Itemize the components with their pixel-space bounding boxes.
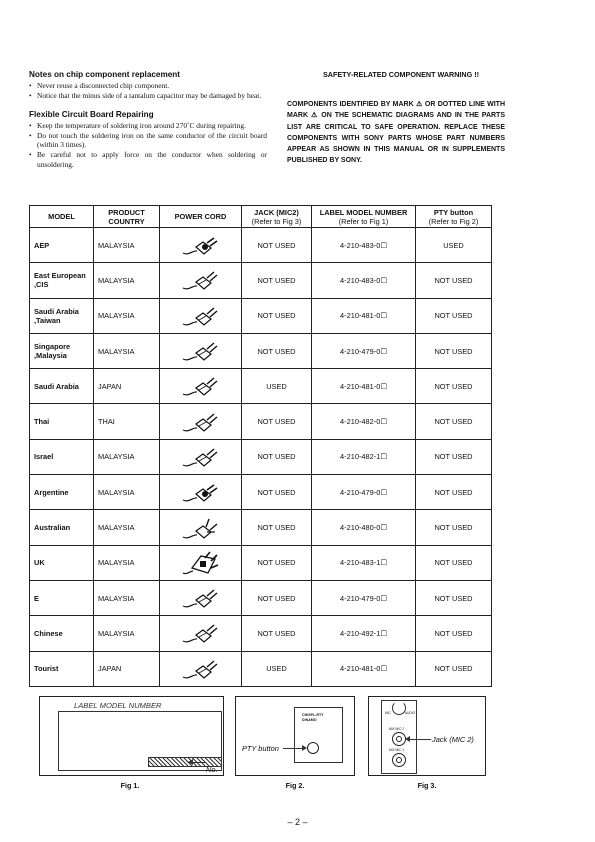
cell-pty: NOT USED (416, 475, 492, 510)
table-row (30, 580, 492, 615)
header-pty-title: PTY button (433, 207, 474, 217)
cell-model: E (30, 580, 94, 615)
cell-label-number: 4-210-483-0☐ (312, 228, 416, 263)
cell-model: Argentine (30, 475, 94, 510)
cell-label-number: 4-210-480-0☐ (312, 510, 416, 545)
flat-pin-plug-icon (181, 267, 221, 293)
table-body (30, 228, 492, 687)
cell-country: MALAYSIA (94, 439, 160, 474)
header-pty-sub: (Refer to Fig 2) (428, 216, 479, 226)
cell-power-cord (160, 510, 242, 545)
fig1-no-label: No. (206, 765, 218, 774)
flex-notes-title: Flexible Circuit Board Repairing (29, 110, 154, 120)
flat-pin-plug-icon (181, 338, 221, 364)
pty-button-icon (307, 742, 319, 754)
warning-title: SAFETY-RELATED COMPONENT WARNING !! (323, 70, 479, 79)
fig3-top-knob (392, 701, 406, 715)
cell-power-cord (160, 263, 242, 298)
fig1-caption: Fig 1. (120, 781, 140, 790)
arrow-left-icon (188, 759, 193, 765)
cell-pty: NOT USED (416, 298, 492, 333)
fig2-tiny-label (302, 713, 324, 722)
cell-power-cord (160, 475, 242, 510)
fig3-tiny-audio: AUDIO (405, 711, 416, 715)
table-row (30, 616, 492, 651)
cell-pty: NOT USED (416, 545, 492, 580)
flat-pin-plug-icon (181, 585, 221, 611)
cell-power-cord (160, 369, 242, 404)
table-row (30, 369, 492, 404)
flat-pin-plug-icon (181, 620, 221, 646)
fig2-pty-diagram (235, 696, 355, 776)
round-pin-plug-icon (181, 479, 221, 505)
cell-model: UK (30, 545, 94, 580)
cell-pty: NOT USED (416, 404, 492, 439)
header-label-sub: (Refer to Fig 1) (338, 216, 389, 226)
cell-pty: NOT USED (416, 439, 492, 474)
cell-pty: NOT USED (416, 651, 492, 686)
cell-pty: NOT USED (416, 263, 492, 298)
cell-country: MALAYSIA (94, 545, 160, 580)
cell-country: MALAYSIA (94, 228, 160, 263)
cell-model: Saudi Arabia (30, 369, 94, 404)
cell-label-number: 4-210-492-1☐ (312, 616, 416, 651)
cell-jack: NOT USED (242, 228, 312, 263)
cell-jack: NOT USED (242, 439, 312, 474)
list-item: • Do not touch the soldering iron on the same conductor of the circuit board (within 3 times). (29, 131, 267, 150)
cell-pty: NOT USED (416, 369, 492, 404)
cell-jack: NOT USED (242, 404, 312, 439)
fig2-tiny-line2: D/NAMO (302, 717, 317, 722)
flat-pin-plug-icon (181, 656, 221, 682)
cell-power-cord (160, 404, 242, 439)
table-row (30, 263, 492, 298)
fig3-leader-line (407, 739, 431, 740)
cell-jack: NOT USED (242, 475, 312, 510)
cell-model: Saudi Arabia ,Taiwan (30, 298, 94, 333)
list-item: • Notice that the minus side of a tantalum capacitor may be damaged by heat. (29, 91, 267, 101)
cell-country: MALAYSIA (94, 298, 160, 333)
cell-model: Chinese (30, 616, 94, 651)
cell-power-cord (160, 439, 242, 474)
warning-body: COMPONENTS IDENTIFIED BY MARK ⚠ OR DOTTED LINE WITH MARK ⚠ ON THE SCHEMATIC DIAGRAMS AND IN THE PARTS LIST ARE CRITICAL TO SAFE OPERATION. REPLACE THESE COMPONENTS WITH SONY PARTS WHOSE PART NUMBERS APPEAR AS SHOWN IN THIS MANUAL OR IN SUPPLEMENTS PUBLISHED BY SONY. (287, 101, 505, 165)
table-row (30, 545, 492, 580)
cell-country: MALAYSIA (94, 263, 160, 298)
cell-model: Israel (30, 439, 94, 474)
angled-pin-plug-icon (181, 515, 221, 541)
page-number: – 2 – (287, 817, 308, 827)
cell-country: MALAYSIA (94, 475, 160, 510)
cell-power-cord (160, 228, 242, 263)
cell-pty: USED (416, 228, 492, 263)
cell-label-number: 4-210-483-1☐ (312, 545, 416, 580)
cell-power-cord (160, 616, 242, 651)
fig2-pty-label: PTY button (242, 744, 279, 753)
table-row (30, 510, 492, 545)
round-pin-plug-icon (181, 232, 221, 258)
fig2-tiny-line1: CH/SPL-RTY (302, 713, 324, 717)
cell-country: JAPAN (94, 369, 160, 404)
model-table (29, 205, 492, 687)
list-item: • Keep the temperature of soldering iron around 270˚C during repairing. (29, 121, 267, 131)
fig2-caption: Fig 2. (285, 781, 305, 790)
cell-model: East European ,CIS (30, 263, 94, 298)
jack-mic2-inner (396, 736, 402, 742)
header-model: MODEL (30, 206, 94, 228)
cell-label-number: 4-210-481-0☐ (312, 298, 416, 333)
list-item: • Never reuse a disconnected chip component. (29, 81, 267, 91)
chip-notes-list (29, 81, 267, 100)
cell-jack: NOT USED (242, 580, 312, 615)
cell-pty: NOT USED (416, 580, 492, 615)
cell-jack: NOT USED (242, 333, 312, 368)
cell-power-cord (160, 651, 242, 686)
cell-label-number: 4-210-481-0☐ (312, 651, 416, 686)
cell-jack: NOT USED (242, 298, 312, 333)
flat-pin-plug-icon (181, 444, 221, 470)
flat-pin-plug-icon (181, 303, 221, 329)
fig3-tiny-mic1: MIX MIC 1 (389, 748, 405, 752)
cell-power-cord (160, 580, 242, 615)
fig3-tiny-mic: MIC (385, 711, 391, 715)
cell-label-number: 4-210-479-0☐ (312, 580, 416, 615)
cell-jack: NOT USED (242, 545, 312, 580)
cell-jack: USED (242, 651, 312, 686)
table-row (30, 439, 492, 474)
cell-model: Thai (30, 404, 94, 439)
flex-notes-list (29, 121, 267, 169)
fig3-jack-label: Jack (MIC 2) (432, 735, 474, 744)
table-row (30, 651, 492, 686)
header-country: PRODUCT COUNTRY (94, 206, 160, 228)
cell-label-number: 4-210-479-0☐ (312, 475, 416, 510)
cell-jack: NOT USED (242, 616, 312, 651)
header-power-cord: POWER CORD (160, 206, 242, 228)
cell-pty: NOT USED (416, 616, 492, 651)
cell-country: THAI (94, 404, 160, 439)
fig1-title: LABEL MODEL NUMBER (74, 701, 162, 710)
cell-jack: NOT USED (242, 263, 312, 298)
table-row (30, 228, 492, 263)
flat-pin-plug-icon (181, 409, 221, 435)
cell-country: MALAYSIA (94, 510, 160, 545)
flat-pin-plug-icon (181, 373, 221, 399)
cell-jack: USED (242, 369, 312, 404)
cell-jack: NOT USED (242, 510, 312, 545)
cell-model: AEP (30, 228, 94, 263)
list-item: • Be careful not to apply force on the conductor when soldering or unsoldering. (29, 150, 267, 169)
table-header-row (30, 206, 492, 228)
cell-label-number: 4-210-482-0☐ (312, 404, 416, 439)
notes-section (29, 70, 267, 169)
cell-country: MALAYSIA (94, 580, 160, 615)
header-jack-title: JACK (MIC2) (254, 207, 299, 217)
cell-country: JAPAN (94, 651, 160, 686)
table-row (30, 475, 492, 510)
arrow-right-icon (302, 745, 307, 751)
cell-power-cord (160, 545, 242, 580)
cell-country: MALAYSIA (94, 333, 160, 368)
cell-power-cord (160, 298, 242, 333)
cell-label-number: 4-210-482-1☐ (312, 439, 416, 474)
fig1-label-diagram (39, 696, 224, 776)
header-label (312, 206, 416, 228)
cell-power-cord (160, 333, 242, 368)
fig3-jack-diagram (368, 696, 486, 776)
jack-mic1-inner (396, 757, 402, 763)
table-row (30, 298, 492, 333)
header-jack-sub: (Refer to Fig 3) (251, 216, 302, 226)
header-pty (416, 206, 492, 228)
chip-notes-title: Notes on chip component replacement (29, 70, 181, 79)
cell-model: Tourist (30, 651, 94, 686)
fig3-tiny-mic2: MIX MIC 2 (389, 727, 405, 731)
cell-model: Australian (30, 510, 94, 545)
fig3-caption: Fig 3. (417, 781, 437, 790)
cell-pty: NOT USED (416, 333, 492, 368)
cell-label-number: 4-210-481-0☐ (312, 369, 416, 404)
header-label-title: LABEL MODEL NUMBER (319, 207, 408, 217)
safety-warning (287, 70, 505, 167)
cell-pty: NOT USED (416, 510, 492, 545)
cell-country: MALAYSIA (94, 616, 160, 651)
table-row (30, 333, 492, 368)
header-jack (242, 206, 312, 228)
cell-label-number: 4-210-479-0☐ (312, 333, 416, 368)
cell-label-number: 4-210-483-0☐ (312, 263, 416, 298)
table-row (30, 404, 492, 439)
arrow-left-icon (405, 736, 410, 742)
uk-plug-icon (181, 550, 221, 576)
cell-model: Singapore ,Malaysia (30, 333, 94, 368)
